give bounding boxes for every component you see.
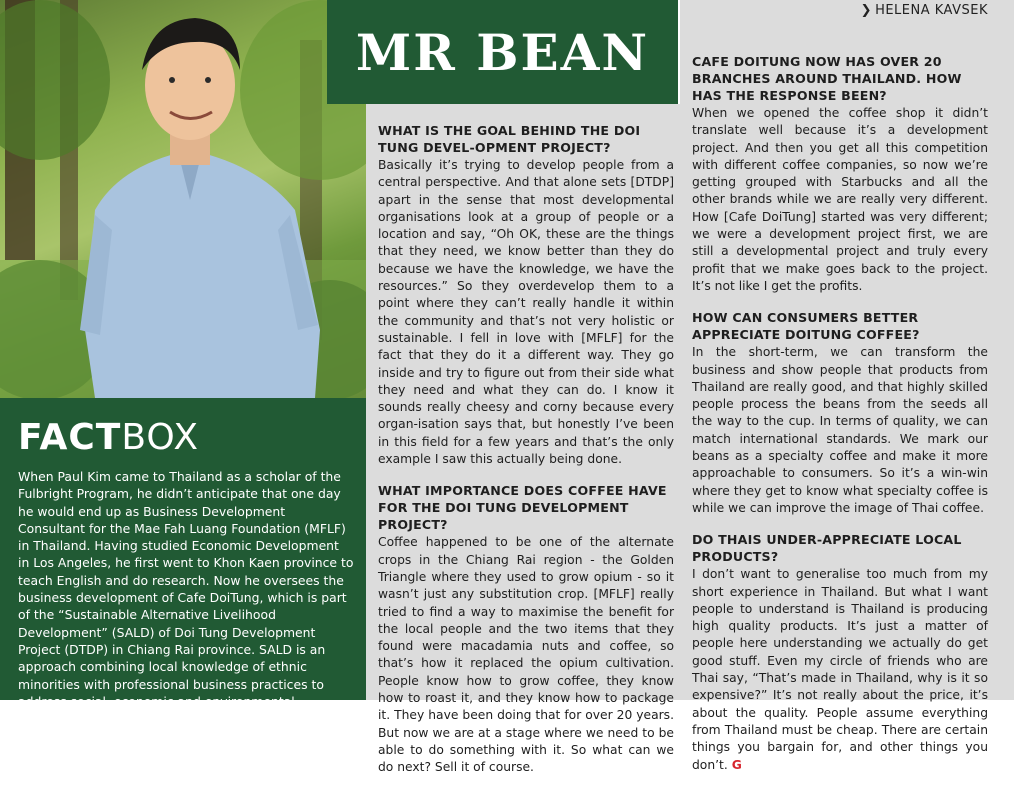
factbox-text: When Paul Kim came to Thailand as a scholar of the Fulbright Program, he didn’t anticipate that one day he would end up as Business Development Consultant for the Mae Fah Luang Foundation (MFLF) in Thailand. Having studied Economic Development in Los Angeles, he first went to Khon Kaen province to teach English and do research. Now he oversees the business development of Cafe DoiTung, which is part of the “Sustainable Alternative Livelihood Development” (SALD) of Doi Tung Development Project (DTDP) in Chiang Rai province. SALD is an approach combining local knowledge of ethnic minorities with professional business practices to address social, economic and environmental problems. bbox=[18, 469, 354, 727]
middle-column bbox=[378, 122, 674, 791]
end-mark: G bbox=[731, 757, 742, 772]
factbox-title-bold: FACT bbox=[18, 417, 122, 458]
question-5: DO THAIS UNDER-APPRECIATE LOCAL PRODUCTS? bbox=[692, 532, 962, 565]
answer-1: Basically it’s trying to develop people from a central perspective. And that alone sets [DTDP] apart in the sense that most developmental organisations look at a group of people or a location and say, “Oh OK, these are the things that they need, we know better than they do because we have the knowledge, we have the resources.” So they overdevelop them to a point where they can’t really handle it within the community and that’s not very holistic or sustainable. I fell in love with [MFLF] for the fact that they do it a different way. They go inside and try to figure out from their side what they need and what they can do. I know it sounds really cheesy and corny because every organ-isation says that, but honestly I’ve been in this field for a few years and that’s the only example I saw this actually being done. bbox=[378, 158, 674, 467]
answer-5 bbox=[692, 566, 988, 774]
portrait-illustration bbox=[0, 0, 366, 398]
factbox bbox=[0, 398, 366, 727]
question-2: WHAT IMPORTANCE DOES COFFEE HAVE FOR THE DOI TUNG DEVELOPMENT PROJECT? bbox=[378, 483, 667, 533]
chevron-right-icon: ❯ bbox=[860, 3, 873, 18]
title-banner bbox=[327, 0, 678, 104]
question-3: CAFE DOITUNG NOW HAS OVER 20 BRANCHES AROUND THAILAND. HOW HAS THE RESPONSE BEEN? bbox=[692, 54, 962, 103]
article-title: MR BEAN bbox=[355, 22, 650, 82]
answer-4: In the short-term, we can transform the business and show people that products from Thailand are really good, and that highly skilled people process the beans from the seeds all the way to the cup. In terms of quality, we can match international standards. We mark our beans as a specialty coffee and make it more approachable to consumers. So it’s a win-win where they get to know what specialty coffee is while we can improve the image of Thai coffee. bbox=[692, 345, 988, 515]
question-1: WHAT IS THE GOAL BEHIND THE DOI TUNG DEVEL-OPMENT PROJECT? bbox=[378, 123, 641, 155]
portrait-photo bbox=[0, 0, 366, 398]
answer-2: Coffee happened to be one of the alternate crops in the Chiang Rai region - the Golden Triangle where they used to grow opium - so it wasn’t just any substitution crop. [MFLF] really tried to find a way to maximise the benefit for the local people and the two items that they found were macadamia nuts and coffee, so that’s how it replaced the opium cultivation. People know how to grow coffee, they know how to roast it, and they know how to package it. They have been doing that for over 20 years. But now we are at a stage where we need to be able to do something with it. So what can we do next? Sell it of course. bbox=[378, 535, 674, 775]
author-byline bbox=[861, 3, 988, 18]
answer-3: When we opened the coffee shop it didn’t translate well because it’s a development project. And then you get all this competition with different coffee companies, so now we’re getting grouped with Starbucks and all the other brands while we are really very different. How [Cafe DoiTung] started was very different; we were a development project first, we are still a developmental project and truly every profit that we make goes back to the project. It’s not like I get the profits. bbox=[692, 106, 988, 293]
factbox-title-light: BOX bbox=[121, 417, 200, 458]
question-4: HOW CAN CONSUMERS BETTER APPRECIATE DOITUNG COFFEE? bbox=[692, 310, 920, 343]
author-name: HELENA KAVSEK bbox=[875, 3, 988, 18]
answer-5-text: I don’t want to generalise too much from my short experience in Thailand. But what I want people to understand is Thailand is producing high quality products. It’s just a matter of people here understanding we actually do get good stuff. Even my circle of friends who are Thai say, “That’s made in Thailand, why is it so expensive?” It’s not really about the price, it’s about the quality. People assume everything from Thailand must be cheap. There are certain things you bargain for, and other things you don’t. bbox=[692, 567, 988, 772]
right-column bbox=[692, 53, 988, 788]
factbox-title bbox=[18, 416, 199, 460]
